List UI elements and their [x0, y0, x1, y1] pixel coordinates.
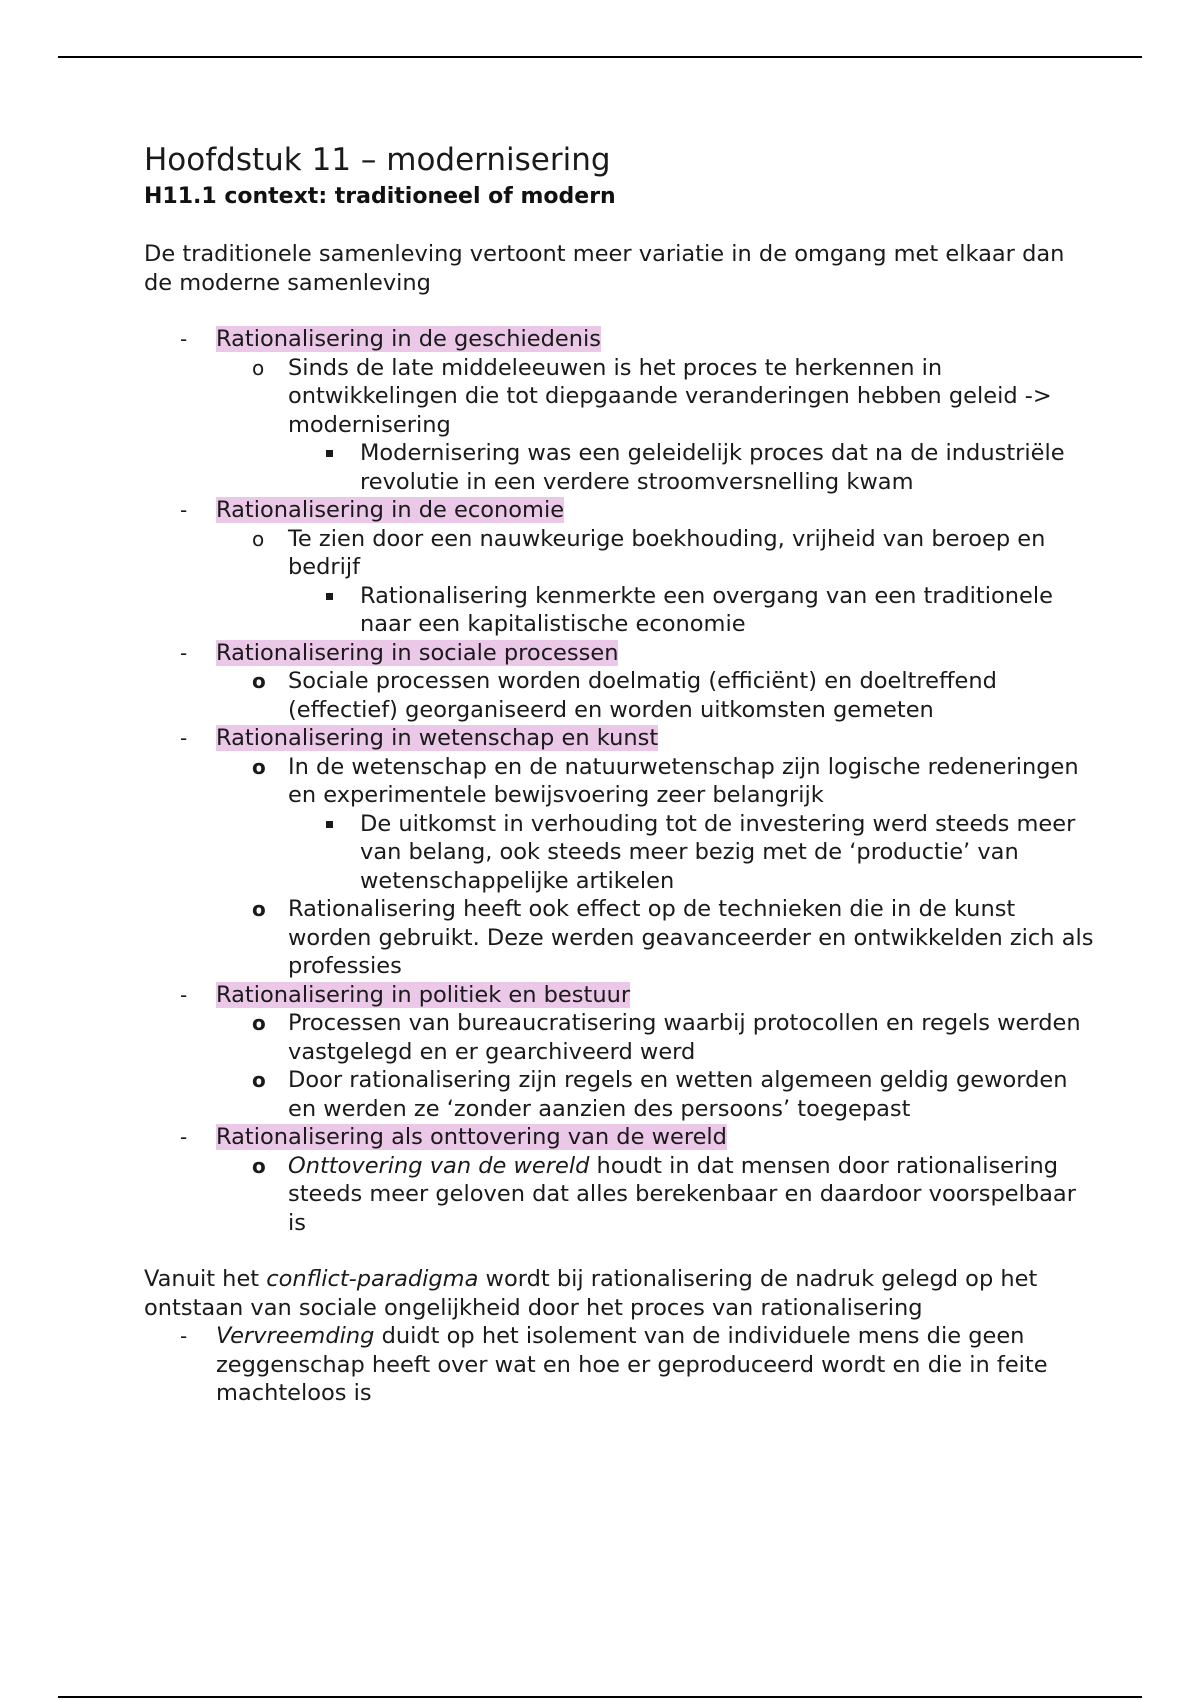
footer-rule	[58, 1696, 1142, 1698]
italic-term: Onttovering van de wereld	[288, 1152, 590, 1179]
dash-marker: -	[180, 498, 188, 522]
item-text: Sinds de late middeleeuwen is het proces te herkennen in ontwikkelingen die tot diepgaande veranderingen hebben geleid -> modernisering	[288, 354, 1052, 438]
sublist	[288, 810, 1094, 896]
italic-term: Vervreemding	[216, 1323, 375, 1349]
circle-marker: o	[252, 1153, 266, 1178]
section-heading: Rationalisering in de economie	[216, 497, 565, 523]
item-text: Rationalisering kenmerkte een overgang van een traditionele naar een kapitalistische economie	[360, 582, 1053, 637]
square-bullet-icon	[326, 593, 333, 600]
list-item	[216, 1152, 1094, 1238]
list-item	[216, 1009, 1094, 1066]
item-text: Te zien door een nauwkeurige boekhouding, vrijheid van beroep en bedrijf	[288, 525, 1046, 580]
sublist	[216, 1152, 1094, 1238]
section-heading: Rationalisering in wetenschap en kunst	[216, 725, 659, 751]
sublist	[288, 439, 1094, 496]
list-item	[144, 639, 1094, 725]
circle-marker: o	[252, 355, 265, 380]
list-item	[216, 525, 1094, 639]
header-rule	[58, 56, 1142, 58]
conclusion-list	[144, 1322, 1094, 1408]
section-subtitle: H11.1 context: traditioneel of modern	[144, 184, 616, 209]
item-text: Rationalisering heeft ook effect op de technieken die in de kunst worden gebruikt. Deze werden geavanceerder en ontwikkelden zich als professies	[288, 896, 1094, 979]
circle-marker: o	[252, 1011, 266, 1035]
item-text: Door rationalisering zijn regels en wetten algemeen geldig geworden en werden ze ‘zonder aanzien des persoons’ toegepast	[288, 1067, 1068, 1122]
square-bullet-icon	[326, 450, 333, 457]
item-text: In de wetenschap en de natuurwetenschap zijn logische redeneringen en experimentele bewijsvoering zeer belangrijk	[288, 753, 1079, 808]
circle-marker: o	[252, 754, 266, 779]
list-item	[216, 895, 1094, 981]
sublist	[216, 667, 1094, 724]
dash-marker: -	[180, 1324, 188, 1348]
sublist	[216, 525, 1094, 639]
section-heading: Rationalisering in sociale processen	[216, 639, 619, 666]
list-item	[144, 724, 1094, 981]
section-heading: Rationalisering als onttovering van de wereld	[216, 1124, 727, 1150]
item-text: houdt in dat mensen door rationalisering steeds meer geloven dat alles berekenbaar en daardoor voorspelbaar is	[288, 1152, 1076, 1236]
item-text: Modernisering was een geleidelijk proces dat na de industriële revolutie in een verdere stroomversnelling kwam	[360, 440, 1065, 495]
sublist	[288, 582, 1094, 639]
section-heading: Rationalisering in de geschiedenis	[216, 326, 601, 352]
circle-marker: o	[252, 897, 266, 921]
sublist	[216, 354, 1094, 497]
circle-marker: o	[252, 669, 266, 693]
item-text: Sociale processen worden doelmatig (efficiënt) en doeltreffend (effectief) georganiseerd en worden uitkomsten gemeten	[288, 668, 997, 723]
conclusion-post: wordt bij rationalisering de nadruk gelegd op het ontstaan van sociale ongelijkheid door het proces van rationalisering	[144, 1266, 1038, 1321]
list-item	[144, 1123, 1094, 1237]
section-heading: Rationalisering in politiek en bestuur	[216, 981, 631, 1008]
list-item	[144, 981, 1094, 1124]
page-title: Hoofdstuk 11 – modernisering	[144, 142, 611, 178]
list-item	[144, 496, 1094, 639]
dash-marker: -	[180, 982, 188, 1007]
dash-marker: -	[180, 1125, 188, 1149]
list-item	[216, 1066, 1094, 1123]
document-body	[144, 140, 1094, 1408]
list-item	[216, 753, 1094, 896]
dash-marker: -	[180, 726, 188, 750]
square-bullet-icon	[326, 821, 333, 828]
item-text: De uitkomst in verhouding tot de investering werd steeds meer van belang, ook steeds meer bezig met de ‘productie’ van wetenschappelijke artikelen	[360, 810, 1076, 894]
rationalisation-list	[144, 325, 1094, 1237]
intro-paragraph: De traditionele samenleving vertoont meer variatie in de omgang met elkaar dan de moderne samenleving	[144, 241, 1065, 296]
list-item	[216, 354, 1094, 497]
list-item	[144, 325, 1094, 496]
list-item	[288, 582, 1094, 639]
circle-marker: o	[252, 526, 265, 551]
dash-marker: -	[180, 640, 188, 665]
sublist	[216, 1009, 1094, 1123]
conclusion-paragraph	[144, 1265, 1094, 1322]
italic-term: conflict-paradigma	[266, 1266, 479, 1292]
list-item	[288, 439, 1094, 496]
list-item	[144, 1322, 1094, 1408]
item-text: duidt op het isolement van de individuele mens die geen zeggenschap heeft over wat en hoe er geproduceerd wordt en die in feite machteloos is	[216, 1323, 1048, 1406]
list-item	[288, 810, 1094, 896]
circle-marker: o	[252, 1068, 266, 1092]
item-text: Processen van bureaucratisering waarbij protocollen en regels werden vastgelegd en er gearchiveerd werd	[288, 1010, 1081, 1065]
list-item	[216, 667, 1094, 724]
conclusion-pre: Vanuit het	[144, 1266, 267, 1292]
sublist	[216, 753, 1094, 981]
dash-marker: -	[180, 327, 188, 351]
